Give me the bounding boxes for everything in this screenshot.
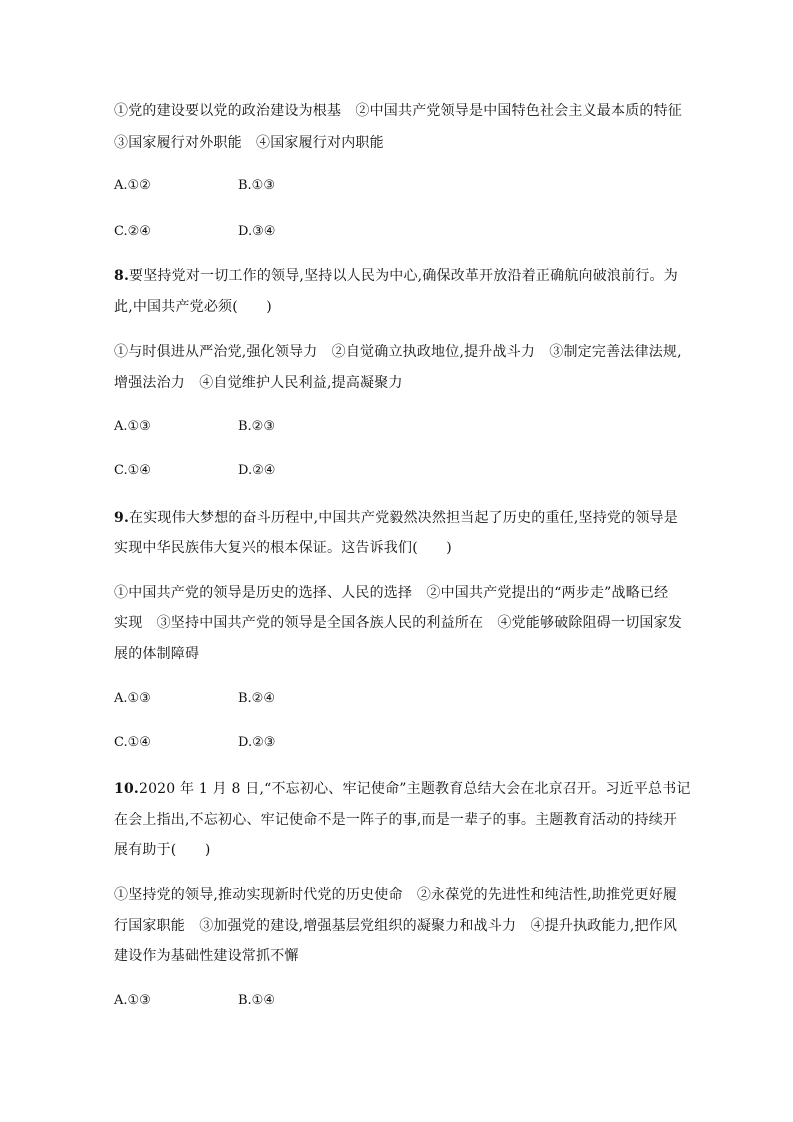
q10-number: 10.: [114, 781, 139, 797]
q8-stem-line-1: [114, 266, 678, 286]
q9-statement-line-3: 展的体制障碍: [114, 646, 200, 662]
q9-statement-line-1: ①中国共产党的领导是历史的选择、人民的选择 ②中国共产党提出的“两步走”战略已经: [114, 585, 669, 601]
q9-option-b: B.②④: [238, 691, 275, 706]
q9-statement-line-2: 实现 ③坚持中国共产党的领导是全国各族人民的利益所在 ④党能够破除阻碍一切国家发: [114, 615, 682, 631]
q7-statement-line-1: ①党的建设要以党的政治建设为根基 ②中国共产党领导是中国特色社会主义最本质的特征: [114, 103, 682, 119]
q8-option-a: A.①③: [114, 419, 151, 434]
q10-option-a: A.①③: [114, 993, 151, 1008]
q8-option-d: D.②④: [238, 463, 276, 478]
q8-stem-text: 要坚持党对一切工作的领导,坚持以人民为中心,确保改革开放沿着正确航向破浪前行。为: [129, 268, 678, 284]
q8-statement-line-2: 增强法治力 ④自觉维护人民利益,提高凝聚力: [114, 375, 403, 391]
q9-stem-line-2: 实现中华民族伟大复兴的根本保证。这告诉我们( ): [114, 540, 452, 556]
q10-stem-line-2: 在会上指出,不忘初心、牢记使命不是一阵子的事,而是一辈子的事。主题教育活动的持续开: [114, 812, 678, 828]
q9-option-c: C.①④: [114, 735, 151, 750]
q7-option-a: A.①②: [114, 178, 151, 193]
q8-option-c: C.①④: [114, 463, 151, 478]
q10-stem-text: 2020 年 1 月 8 日,“不忘初心、牢记使命”主题教育总结大会在北京召开。习近平总书记: [138, 781, 691, 797]
q10-statement-line-3: 建设作为基础性建设常抓不懈: [114, 948, 299, 964]
q10-stem-line-3: 展有助于( ): [114, 842, 211, 858]
q10-statement-line-2: 行国家职能 ③加强党的建设,增强基层党组织的凝聚力和战斗力 ④提升执政能力,把作风: [114, 918, 678, 934]
q9-option-d: D.②③: [238, 735, 276, 750]
q7-option-b: B.①③: [238, 178, 275, 193]
q8-option-b: B.②③: [238, 419, 275, 434]
q7-option-c: C.②④: [114, 224, 151, 239]
q9-number: 9.: [114, 510, 130, 526]
q7-option-d: D.③④: [238, 224, 276, 239]
q8-statement-line-1: ①与时俱进从严治党,强化领导力 ②自觉确立执政地位,提升战斗力 ③制定完善法律法规,: [114, 344, 682, 360]
q10-stem-line-1: [114, 779, 691, 799]
q10-statement-line-1: ①坚持党的领导,推动实现新时代党的历史使命 ②永葆党的先进性和纯洁性,助推党更好履: [114, 887, 678, 903]
q8-number: 8.: [114, 268, 130, 284]
q9-option-a: A.①③: [114, 691, 151, 706]
q9-stem-line-1: [114, 508, 678, 528]
q8-stem-line-2: 此,中国共产党必须( ): [114, 299, 272, 315]
q7-statement-line-2: ③国家履行对外职能 ④国家履行对内职能: [114, 135, 384, 151]
q9-stem-text: 在实现伟大梦想的奋斗历程中,中国共产党毅然决然担当起了历史的重任,坚持党的领导是: [129, 510, 678, 526]
q10-option-b: B.①④: [238, 993, 275, 1008]
